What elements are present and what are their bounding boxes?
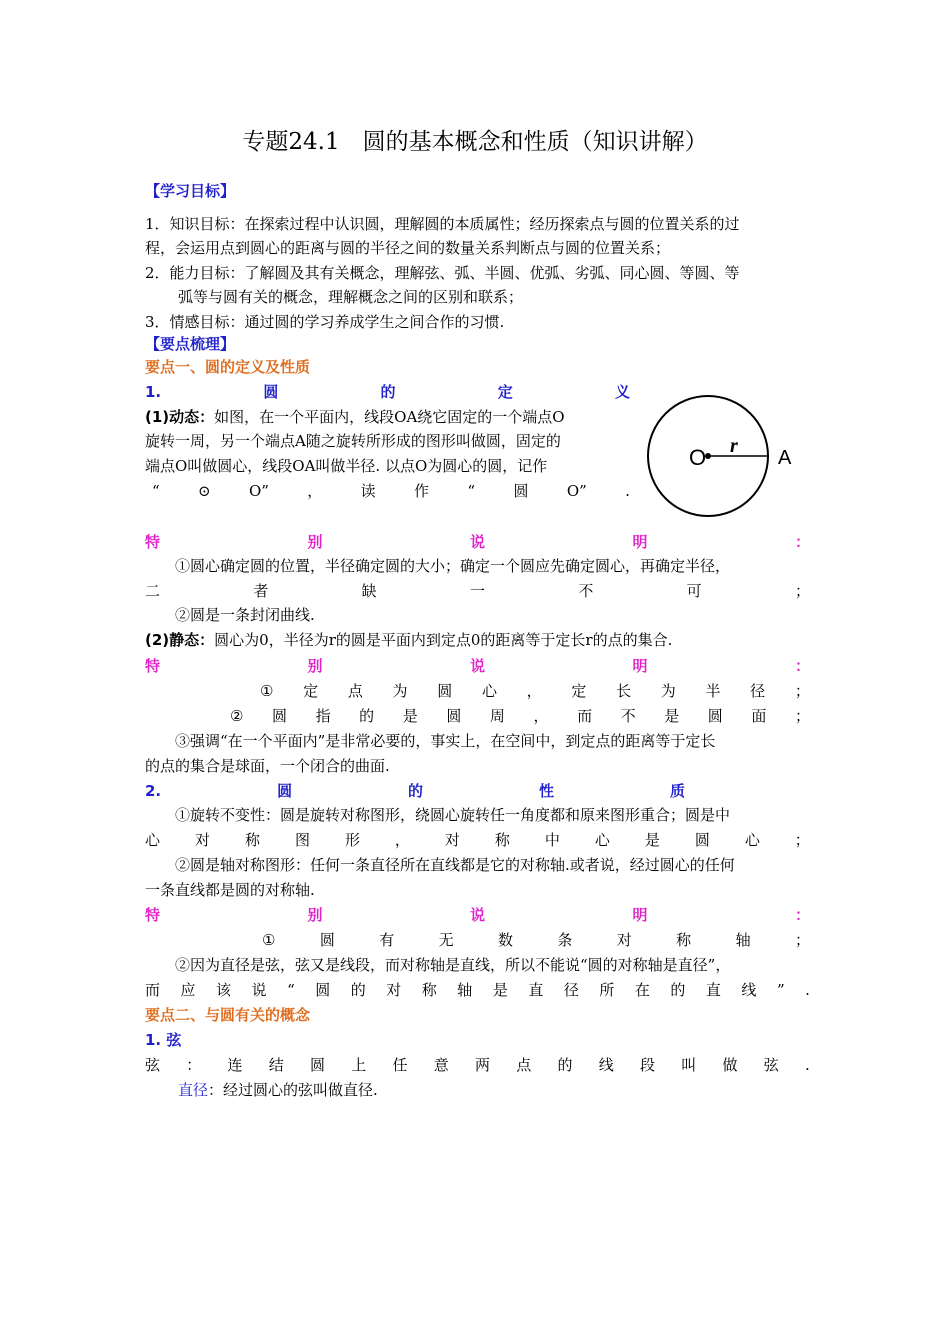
- word: ；: [794, 682, 810, 700]
- word: ：: [186, 1056, 202, 1074]
- chord-heading: 1. 弦: [145, 1031, 182, 1049]
- def-word: 的: [380, 383, 396, 401]
- property-2-line-1: ②圆是轴对称图形：任何一条直径所在直线都是它的对称轴.或者说，经过圆心的任何: [175, 856, 735, 874]
- note-1-line-1: ①圆心确定圆的位置，半径确定圆的大小；确定一个圆应先确定圆心，再确定半径，: [175, 557, 731, 575]
- word: 应: [180, 981, 196, 999]
- note-3-line-2: ②因为直径是弦，弦又是线段，而对称轴是直线，所以不能说“圆的对称轴是直径”，: [175, 956, 731, 974]
- word: 别: [307, 657, 323, 675]
- word: O”: [248, 482, 269, 500]
- word: ，: [533, 707, 549, 725]
- word: 弦: [145, 1056, 161, 1074]
- diameter-definition: [178, 1078, 843, 1102]
- word: ”: [776, 981, 785, 999]
- word: 为: [660, 682, 676, 700]
- word: ；: [794, 831, 810, 849]
- word: 任: [392, 1056, 408, 1074]
- word: ，: [526, 682, 542, 700]
- page-title: 专题24.1 圆的基本概念和性质（知识讲解）: [242, 129, 708, 155]
- word: 轴: [735, 931, 751, 949]
- word: 是: [644, 831, 660, 849]
- word: 直: [528, 981, 544, 999]
- chord-definition: [145, 1053, 810, 1077]
- word: 是: [402, 707, 418, 725]
- word: ：: [794, 657, 810, 675]
- word: 对: [194, 831, 210, 849]
- word: 作: [414, 482, 430, 500]
- word: 长: [616, 682, 632, 700]
- word: 而: [577, 707, 593, 725]
- word: 读: [360, 482, 376, 500]
- word: 周: [489, 707, 505, 725]
- note-1-line-3: ②圆是一条封闭曲线.: [175, 606, 315, 624]
- word: 的: [359, 707, 375, 725]
- word: 无: [438, 931, 454, 949]
- word: 所: [599, 981, 615, 999]
- word: 点: [516, 1056, 532, 1074]
- note-2-line-4: 的点的集合是球面，一个闭合的曲面.: [145, 757, 390, 775]
- word: 特: [145, 906, 161, 924]
- property-1-line-2: [145, 828, 810, 852]
- dynamic-line-3: 端点O叫做圆心，线段OA叫做半径. 以点O为圆心的圆，记作: [145, 457, 548, 475]
- word: 对: [444, 831, 460, 849]
- word: “: [287, 981, 295, 999]
- word: 特: [145, 657, 161, 675]
- dynamic-label: (1)动态：: [145, 408, 215, 426]
- dynamic-line-1: [145, 405, 630, 429]
- word: 心: [145, 831, 161, 849]
- static-text: 圆心为0，半径为r的圆是平面内到定点0的距离等于定长r的点的集合.: [214, 631, 673, 649]
- properties-heading: [145, 779, 685, 803]
- property-2-line-2: 一条直线都是圆的对称轴.: [145, 881, 315, 899]
- center-label: O: [689, 445, 707, 470]
- word: 说: [469, 533, 485, 551]
- word: 的: [408, 782, 424, 800]
- point-1-heading: 要点一、圆的定义及性质: [145, 358, 311, 376]
- word: 圆: [707, 707, 723, 725]
- word: ，: [307, 482, 323, 500]
- dynamic-line-2: 旋转一周，另一个端点A随之旋转所形成的图形叫做圆，固定的: [145, 432, 561, 450]
- diameter-label: 直径: [178, 1081, 209, 1099]
- word: 叫: [681, 1056, 697, 1074]
- word: 圆: [694, 831, 710, 849]
- word: 结: [268, 1056, 284, 1074]
- word: 中: [544, 831, 560, 849]
- goals-heading: 【学习目标】: [145, 182, 236, 200]
- word: 性: [538, 782, 554, 800]
- word: 条: [557, 931, 573, 949]
- word: 是: [492, 981, 508, 999]
- word: 圆: [272, 707, 288, 725]
- word: .: [805, 1056, 810, 1074]
- word: ⊙: [198, 482, 211, 500]
- word: 形: [344, 831, 360, 849]
- diameter-text: ：经过圆心的弦叫做直径.: [208, 1081, 378, 1099]
- def-word: 定: [497, 383, 513, 401]
- word: 一: [469, 582, 485, 600]
- word: 说: [469, 906, 485, 924]
- word: 圆: [319, 931, 335, 949]
- def-word: 圆: [263, 383, 279, 401]
- word: ①: [262, 931, 276, 949]
- word: 的: [670, 981, 686, 999]
- note-3-line-1: [262, 928, 810, 952]
- word: 说: [251, 981, 267, 999]
- word: ；: [794, 931, 810, 949]
- word: 轴: [457, 981, 473, 999]
- word: 而: [145, 981, 161, 999]
- word: 圆: [315, 981, 331, 999]
- note-2-line-1: [260, 679, 810, 703]
- definition-heading: [145, 380, 630, 404]
- points-heading: 【要点梳理】: [145, 335, 236, 353]
- word: 上: [351, 1056, 367, 1074]
- circle-figure: [642, 390, 802, 526]
- note-3-line-3: [145, 978, 810, 1002]
- word: 明: [632, 657, 648, 675]
- word: 称: [244, 831, 260, 849]
- word: O”: [566, 482, 587, 500]
- word: 者: [253, 582, 269, 600]
- point-label: A: [778, 447, 792, 469]
- word: 数: [498, 931, 514, 949]
- word: 圆: [277, 782, 293, 800]
- special-note-label-2: [145, 654, 810, 678]
- word: 直: [705, 981, 721, 999]
- word: 圆: [310, 1056, 326, 1074]
- word: 面: [751, 707, 767, 725]
- word: 明: [632, 906, 648, 924]
- word: .: [805, 981, 810, 999]
- word: 不: [578, 582, 594, 600]
- word: 别: [307, 906, 323, 924]
- def-word: 义: [614, 383, 630, 401]
- word: 段: [640, 1056, 656, 1074]
- word: .: [625, 482, 630, 500]
- word: 对: [616, 931, 632, 949]
- word: 意: [433, 1056, 449, 1074]
- word: 可: [686, 582, 702, 600]
- word: 连: [227, 1056, 243, 1074]
- radius-label: r: [730, 435, 738, 457]
- word: 对: [386, 981, 402, 999]
- word: 别: [307, 533, 323, 551]
- word: 心: [744, 831, 760, 849]
- word: 在: [634, 981, 650, 999]
- property-1-line-1: ①旋转不变性：圆是旋转对称图形，绕圆心旋转任一角度都和原来图形重合；圆是中: [175, 806, 731, 824]
- word: 二: [145, 582, 161, 600]
- word: 质: [669, 782, 685, 800]
- special-note-label-3: [145, 903, 810, 927]
- word: 心: [481, 682, 497, 700]
- word: 线: [598, 1056, 614, 1074]
- word: 缺: [361, 582, 377, 600]
- word: 指: [315, 707, 331, 725]
- def-word: 1.: [145, 383, 162, 401]
- word: ；: [794, 707, 810, 725]
- word: 线: [741, 981, 757, 999]
- word: 做: [722, 1056, 738, 1074]
- word: 称: [421, 981, 437, 999]
- word: “: [467, 482, 476, 500]
- goal-3: 3．情感目标：通过圆的学习养成学生之间合作的习惯.: [145, 313, 505, 331]
- dynamic-line-4: [145, 479, 630, 503]
- word: 半: [705, 682, 721, 700]
- note-1-line-2: [145, 579, 810, 603]
- word: 图: [294, 831, 310, 849]
- word: 说: [469, 657, 485, 675]
- word: ：: [794, 906, 810, 924]
- word: 明: [632, 533, 648, 551]
- word: 2.: [145, 782, 162, 800]
- word: 该: [216, 981, 232, 999]
- point-2-heading: 要点二、与圆有关的概念: [145, 1006, 311, 1024]
- static-label: (2)静态：: [145, 631, 215, 649]
- word: “: [152, 482, 160, 500]
- word: 点: [347, 682, 363, 700]
- word: 径: [563, 981, 579, 999]
- word: 称: [494, 831, 510, 849]
- static-line: [145, 628, 810, 652]
- goal-2-line-2: 弧等与圆有关的概念，理解概念之间的区别和联系；: [178, 288, 524, 306]
- word: ：: [794, 533, 810, 551]
- word: 不: [620, 707, 636, 725]
- special-note-label-1: [145, 530, 810, 554]
- goal-1-line-2: 程，会运用点到圆心的距离与圆的半径之间的数量关系判断点与圆的位置关系；: [145, 239, 671, 257]
- word: 的: [350, 981, 366, 999]
- word: 称: [676, 931, 692, 949]
- word: 径: [750, 682, 766, 700]
- goal-1-line-1: 1．知识目标：在探索过程中认识圆，理解圆的本质属性；经历探索点与圆的位置关系的过: [145, 215, 740, 233]
- word: 的: [557, 1056, 573, 1074]
- word: 定: [303, 682, 319, 700]
- word: 特: [145, 533, 161, 551]
- word: 两: [475, 1056, 491, 1074]
- word: 心: [594, 831, 610, 849]
- word: ②: [230, 707, 244, 725]
- word: 定: [571, 682, 587, 700]
- dynamic-text: 如图，在一个平面内，线段OA绕它固定的一个端点O: [214, 408, 565, 426]
- word: 圆: [513, 482, 529, 500]
- note-2-line-2: [230, 704, 810, 728]
- word: ①: [260, 682, 274, 700]
- word: 圆: [446, 707, 462, 725]
- goal-2-line-1: 2．能力目标：了解圆及其有关概念，理解弦、弧、半圆、优弧、劣弧、同心圆、等圆、等: [145, 264, 740, 282]
- word: ，: [394, 831, 410, 849]
- note-2-line-3: ③强调“在一个平面内”是非常必要的，事实上，在空间中，到定点的距离等于定长: [175, 732, 716, 750]
- word: ；: [794, 582, 810, 600]
- word: 圆: [437, 682, 453, 700]
- word: 是: [664, 707, 680, 725]
- word: 弦: [763, 1056, 779, 1074]
- word: 为: [392, 682, 408, 700]
- word: 有: [379, 931, 395, 949]
